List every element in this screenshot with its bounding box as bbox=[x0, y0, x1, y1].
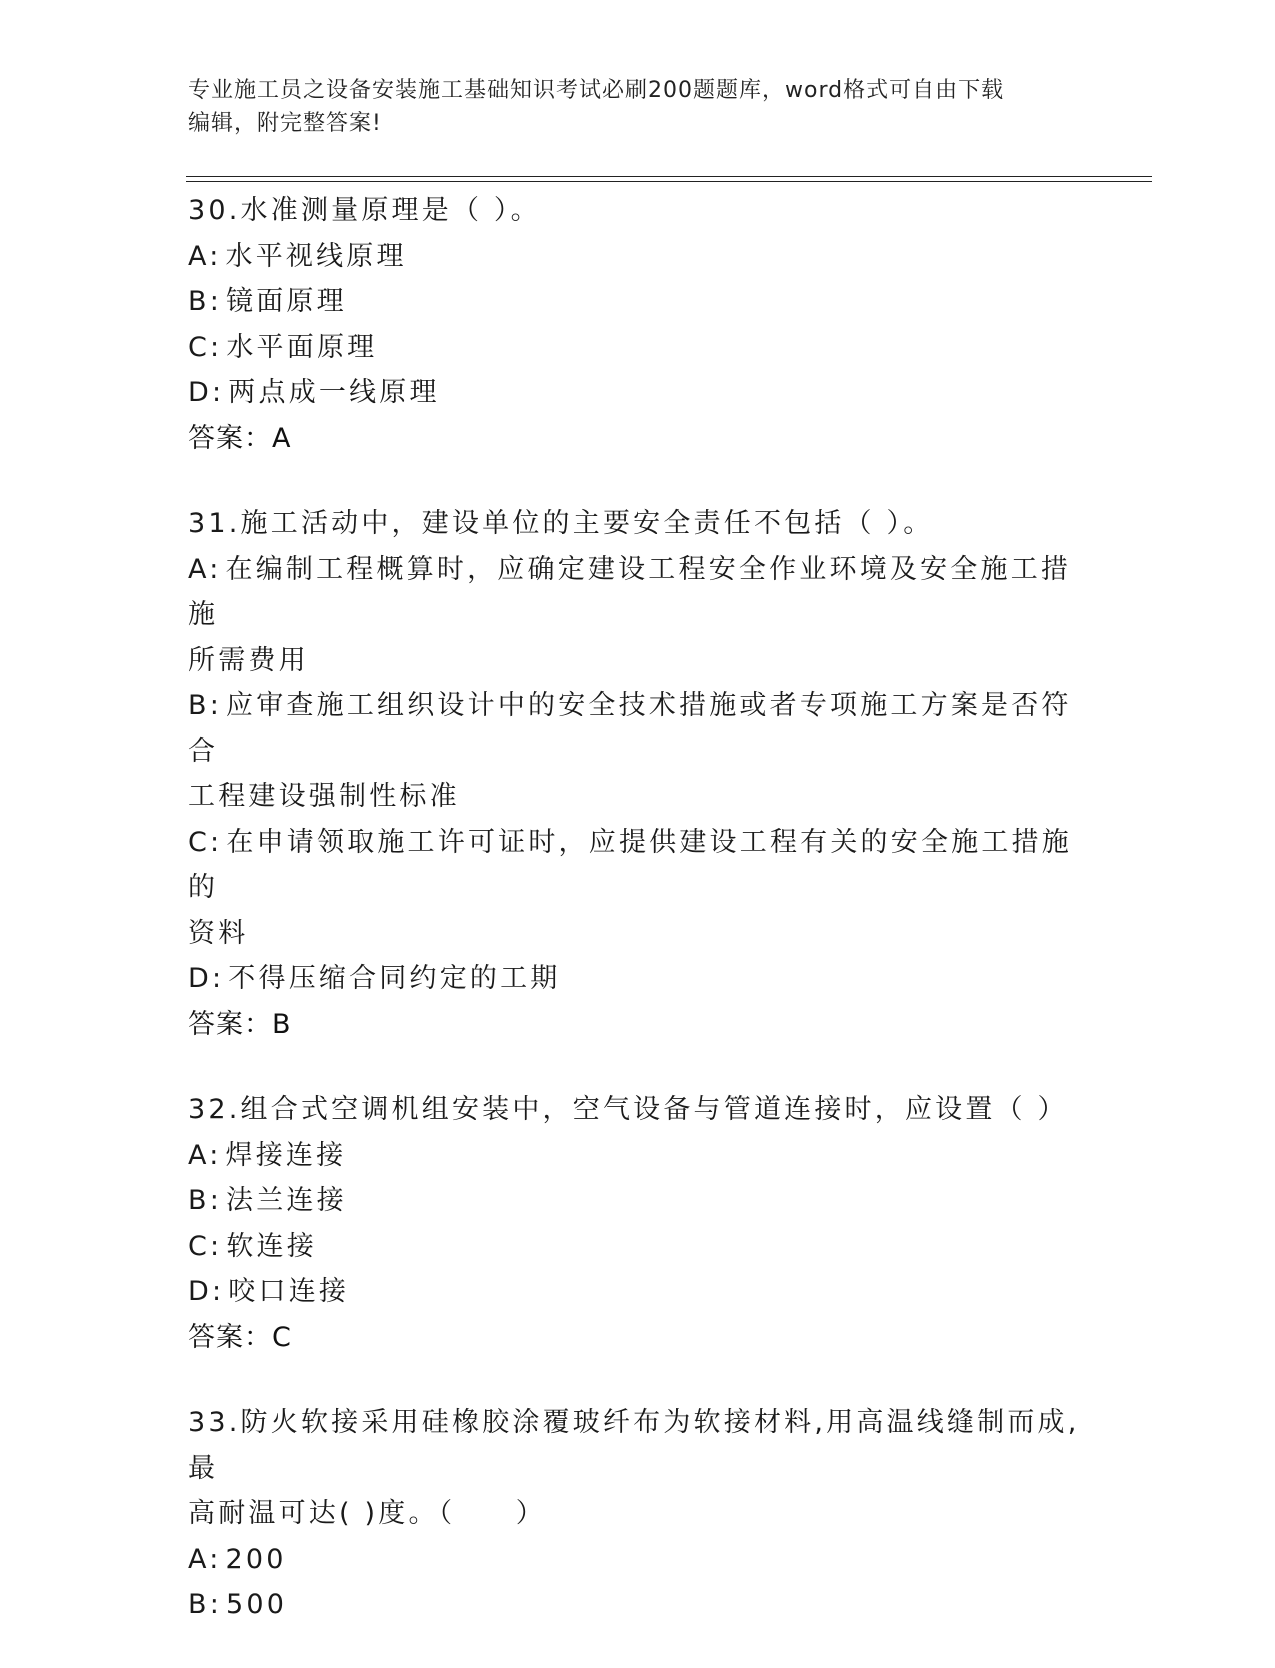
option-c bbox=[188, 325, 1088, 371]
header-line-2: 编辑，附完整答案! bbox=[188, 111, 382, 136]
document-header bbox=[188, 74, 1088, 140]
option-label: B: bbox=[188, 1589, 223, 1620]
option-text: 法兰连接 bbox=[226, 1185, 347, 1216]
option-text: 水平视线原理 bbox=[225, 240, 407, 272]
option-label: B: bbox=[188, 286, 223, 317]
option-text: 咬口连接 bbox=[228, 1276, 350, 1307]
option-text: 应审查施工组织设计中的安全技术措施或者专项施工方案是否符合 bbox=[188, 690, 1072, 767]
option-c bbox=[188, 820, 1088, 911]
answer-text: 答案：C bbox=[188, 1321, 292, 1353]
option-text: 在申请领取施工许可证时，应提供建设工程有关的安全施工措施的 bbox=[188, 826, 1072, 903]
option-text: 200 bbox=[225, 1543, 287, 1575]
option-text: 两点成一线原理 bbox=[228, 377, 440, 408]
option-text: 在编制工程概算时，应确定建设工程安全作业环境及安全施工措施 bbox=[188, 553, 1072, 630]
question-31 bbox=[188, 501, 1088, 1047]
option-label: B: bbox=[188, 690, 223, 721]
option-label: D: bbox=[188, 963, 225, 994]
question-stem: 32.组合式空调机组安装中，空气设备与管道连接时，应设置（ ） bbox=[188, 1094, 1068, 1125]
header-divider-top bbox=[186, 176, 1152, 177]
option-a bbox=[188, 1133, 1088, 1179]
option-label: A: bbox=[188, 1139, 222, 1171]
answer-text: 答案：A bbox=[188, 422, 292, 454]
header-divider-bottom bbox=[186, 181, 1152, 182]
question-list bbox=[188, 188, 1088, 1668]
answer-text: 答案：B bbox=[188, 1008, 292, 1040]
question-stem-continued: 高耐温可达( )度。（ ） bbox=[188, 1498, 546, 1529]
question-stem: 30.水准测量原理是（ ）。 bbox=[188, 195, 541, 226]
option-b bbox=[188, 683, 1088, 774]
option-a bbox=[188, 234, 1088, 280]
header-line-1: 专业施工员之设备安装施工基础知识考试必刷200题题库，word格式可自由下载 bbox=[188, 78, 1005, 103]
option-label: A: bbox=[188, 240, 222, 272]
option-label: D: bbox=[188, 1276, 225, 1307]
question-33 bbox=[188, 1400, 1088, 1628]
option-text: 镜面原理 bbox=[226, 286, 347, 317]
option-label: C: bbox=[188, 826, 223, 858]
option-text: 软连接 bbox=[226, 1230, 317, 1262]
option-d bbox=[188, 956, 1088, 1002]
question-stem: 33.防火软接采用硅橡胶涂覆玻纤布为软接材料,用高温线缝制而成,最 bbox=[188, 1407, 1080, 1484]
option-b bbox=[188, 1178, 1088, 1224]
option-d bbox=[188, 1269, 1088, 1315]
option-b bbox=[188, 279, 1088, 325]
option-label: C: bbox=[188, 1230, 223, 1262]
option-a bbox=[188, 1537, 1088, 1583]
option-a bbox=[188, 547, 1088, 638]
option-text: 焊接连接 bbox=[225, 1139, 347, 1171]
question-stem: 31.施工活动中，建设单位的主要安全责任不包括（ ）。 bbox=[188, 508, 934, 539]
option-a-continued: 所需费用 bbox=[188, 644, 309, 676]
option-d bbox=[188, 370, 1088, 416]
question-32 bbox=[188, 1087, 1088, 1360]
option-b bbox=[188, 1582, 1088, 1628]
option-c-continued: 资料 bbox=[188, 917, 249, 949]
option-label: B: bbox=[188, 1185, 223, 1216]
option-text: 水平面原理 bbox=[226, 331, 378, 363]
option-b-continued: 工程建设强制性标准 bbox=[188, 781, 460, 812]
option-label: C: bbox=[188, 331, 223, 363]
option-label: D: bbox=[188, 377, 225, 408]
option-c bbox=[188, 1224, 1088, 1270]
option-text: 500 bbox=[226, 1589, 288, 1620]
option-text: 不得压缩合同约定的工期 bbox=[228, 963, 561, 994]
option-label: A: bbox=[188, 553, 222, 585]
option-label: A: bbox=[188, 1543, 222, 1575]
question-30 bbox=[188, 188, 1088, 461]
